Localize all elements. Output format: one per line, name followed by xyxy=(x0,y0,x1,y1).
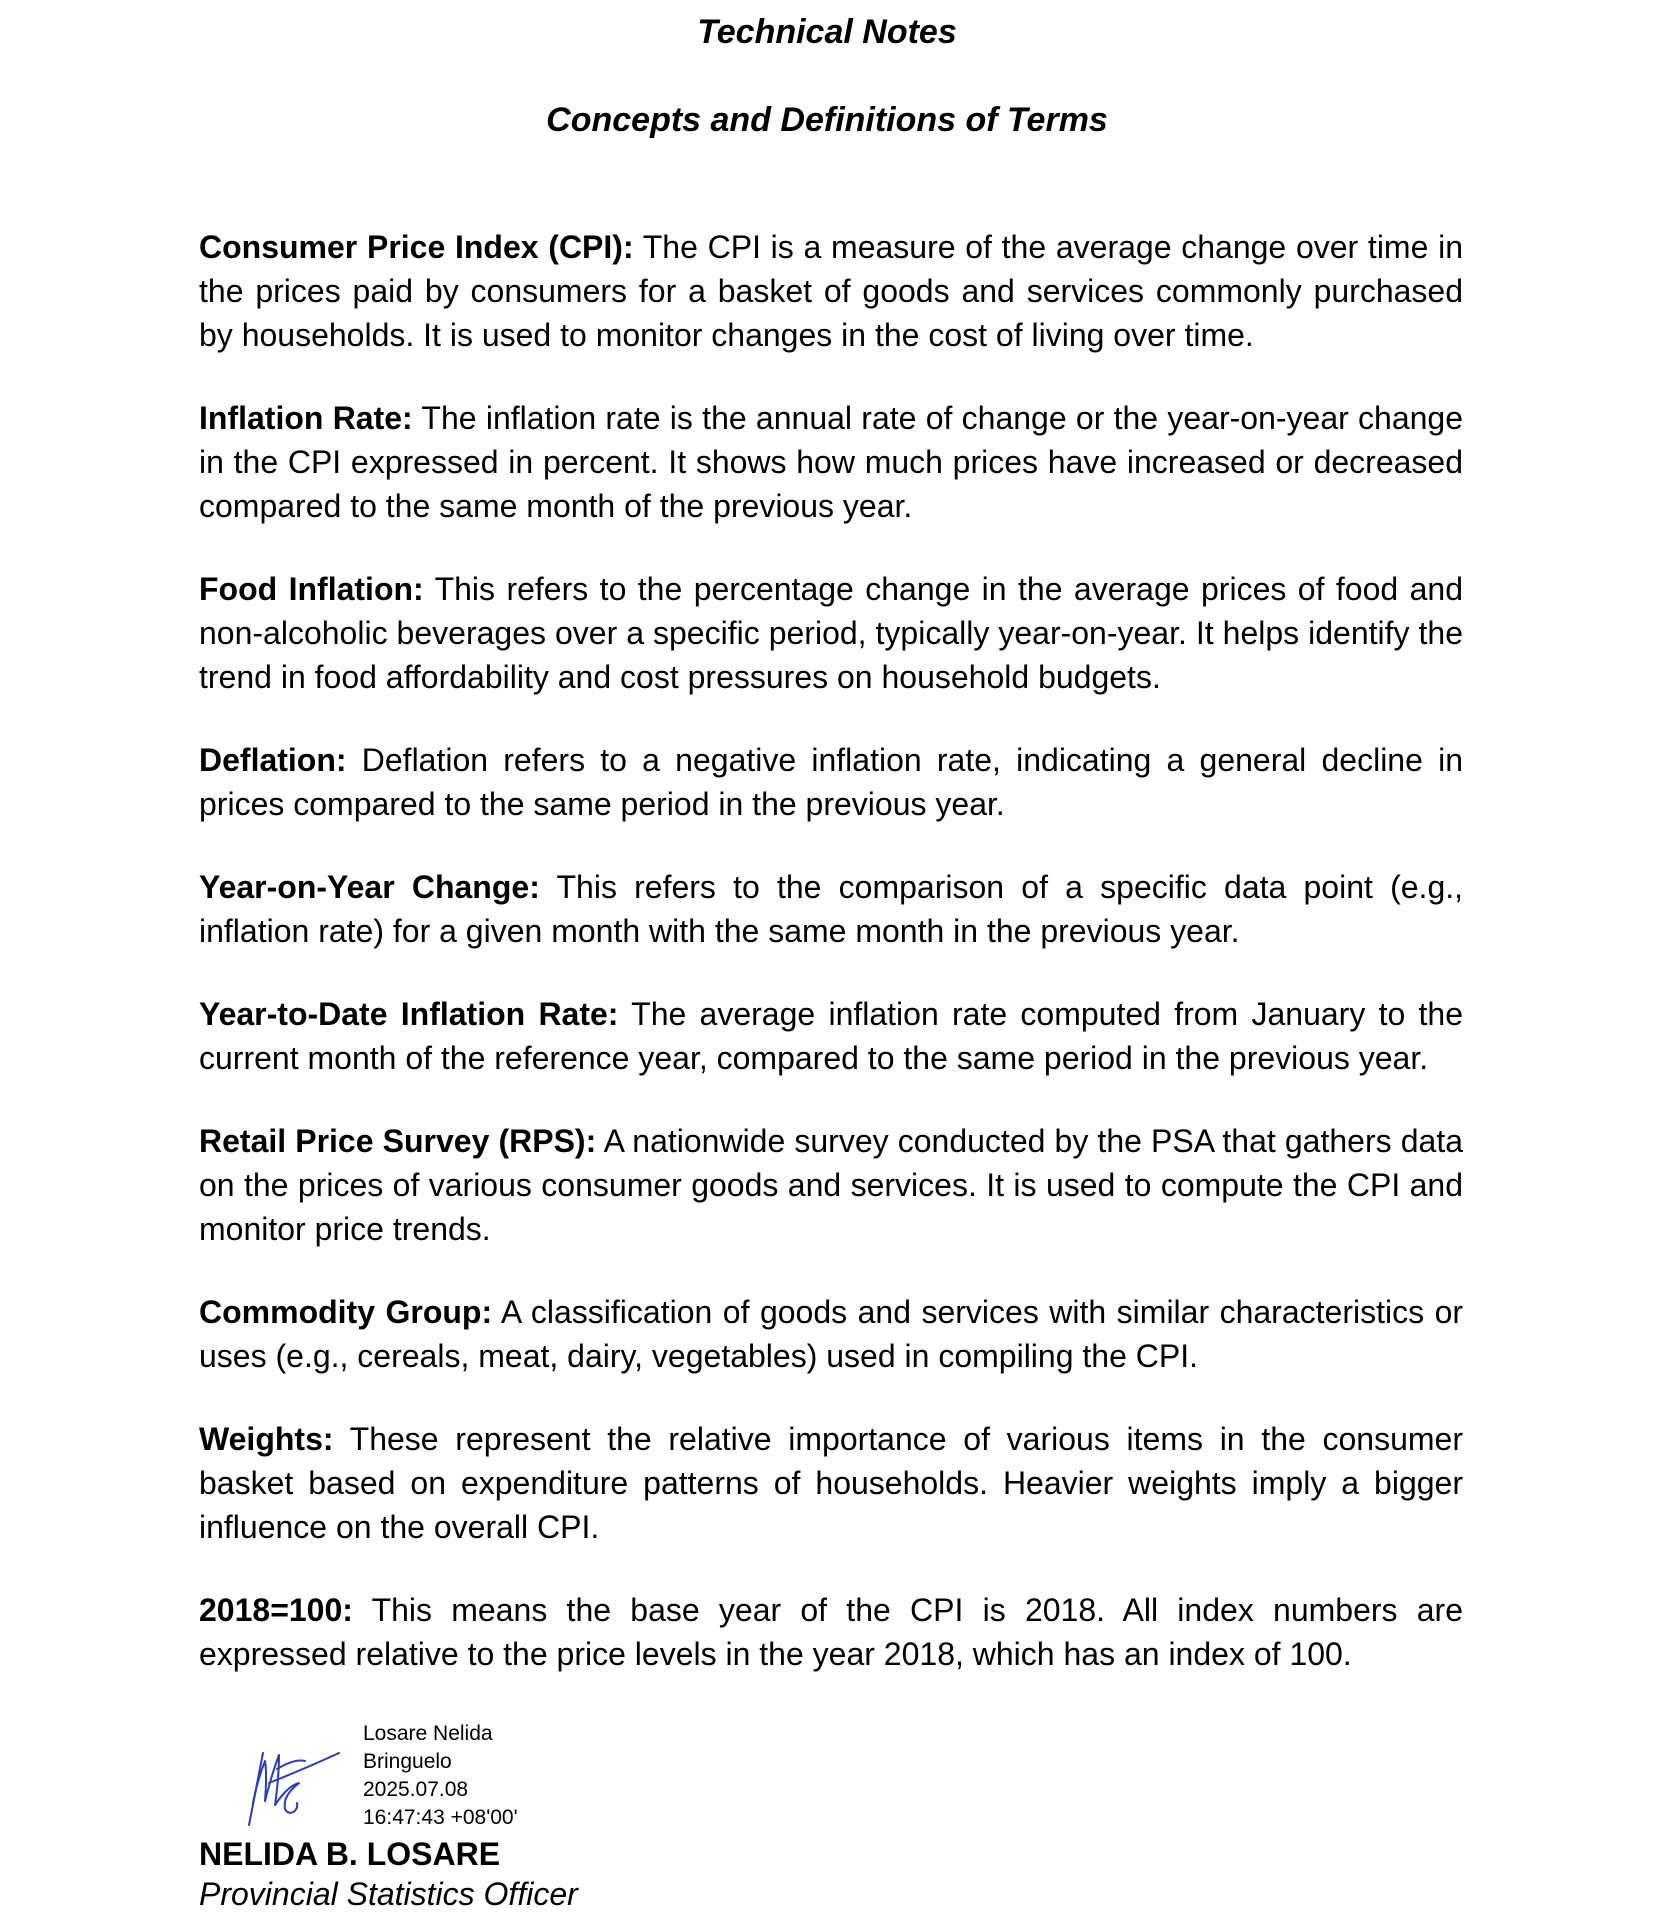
signer-name: NELIDA B. LOSARE xyxy=(199,1836,501,1872)
definition-cpi xyxy=(199,225,1463,357)
definition-term: Year-to-Date Inflation Rate: xyxy=(199,996,619,1032)
definition-term: Commodity Group: xyxy=(199,1294,493,1330)
definition-text: A classification of goods and services with similar characteristics or uses (e.g., cereals, meat, dairy, vegetables) used in compiling the CPI. xyxy=(199,1294,1464,1374)
definition-year-to-date-inflation-rate xyxy=(199,992,1463,1080)
definition-text: The average inflation rate computed from January to the current month of the reference year, compared to the same period in the previous year. xyxy=(199,996,1464,1076)
definition-term: Inflation Rate: xyxy=(199,400,413,436)
handwritten-signature-icon xyxy=(239,1733,343,1833)
digital-signature-stamp xyxy=(363,1720,518,1832)
definition-term: 2018=100: xyxy=(199,1592,353,1628)
definition-term: Weights: xyxy=(199,1421,334,1457)
stamp-line: Losare Nelida xyxy=(363,1722,493,1745)
definition-term: Retail Price Survey (RPS): xyxy=(199,1123,597,1159)
definition-deflation xyxy=(199,738,1463,826)
definition-food-inflation xyxy=(199,567,1463,699)
page-title: Technical Notes xyxy=(697,13,957,51)
definition-text: This means the base year of the CPI is 2018. All index numbers are expressed relative to the price levels in the year 2018, which has an index of 100. xyxy=(199,1592,1463,1672)
definition-inflation-rate xyxy=(199,396,1463,528)
stamp-line: 16:47:43 +08'00' xyxy=(363,1806,518,1829)
definition-weights xyxy=(199,1417,1463,1549)
definition-text: The inflation rate is the annual rate of change or the year-on-year change in the CPI expressed in percent. It shows how much prices have increased or decreased compared to the same month of the previous year. xyxy=(199,400,1464,524)
definition-commodity-group xyxy=(199,1290,1463,1378)
definition-year-on-year-change xyxy=(199,865,1463,953)
stamp-line: 2025.07.08 xyxy=(363,1778,469,1801)
definition-retail-price-survey xyxy=(199,1119,1463,1251)
signer-position: Provincial Statistics Officer xyxy=(199,1876,578,1912)
definition-text: Deflation refers to a negative inflation rate, indicating a general decline in prices compared to the same period in the previous year. xyxy=(199,742,1464,822)
definition-base-year xyxy=(199,1588,1463,1676)
definition-text: These represent the relative importance of various items in the consumer basket based on expenditure patterns of households. Heavier weights imply a bigger influence on the overall CPI. xyxy=(199,1421,1464,1545)
definition-term: Consumer Price Index (CPI): xyxy=(199,229,634,265)
definition-term: Food Inflation: xyxy=(199,571,424,607)
definition-text: This refers to the comparison of a specific data point (e.g., inflation rate) for a given month with the same month in the previous year. xyxy=(199,869,1464,949)
definition-term: Deflation: xyxy=(199,742,347,778)
definitions-list xyxy=(199,225,1463,1715)
definition-text: This refers to the percentage change in the average prices of food and non-alcoholic beverages over a specific period, typically year-on-year. It helps identify the trend in food affordability and cost pressures on household budgets. xyxy=(199,571,1464,695)
definition-text: A nationwide survey conducted by the PSA that gathers data on the prices of various consumer goods and services. It is used to compute the CPI and monitor price trends. xyxy=(199,1123,1464,1247)
stamp-line: Bringuelo xyxy=(363,1750,452,1773)
definition-term: Year-on-Year Change: xyxy=(199,869,540,905)
definition-text: The CPI is a measure of the average change over time in the prices paid by consumers for a basket of goods and services commonly purchased by households. It is used to monitor changes in the cost of living over time. xyxy=(199,229,1464,353)
page-subtitle: Concepts and Definitions of Terms xyxy=(546,101,1108,139)
